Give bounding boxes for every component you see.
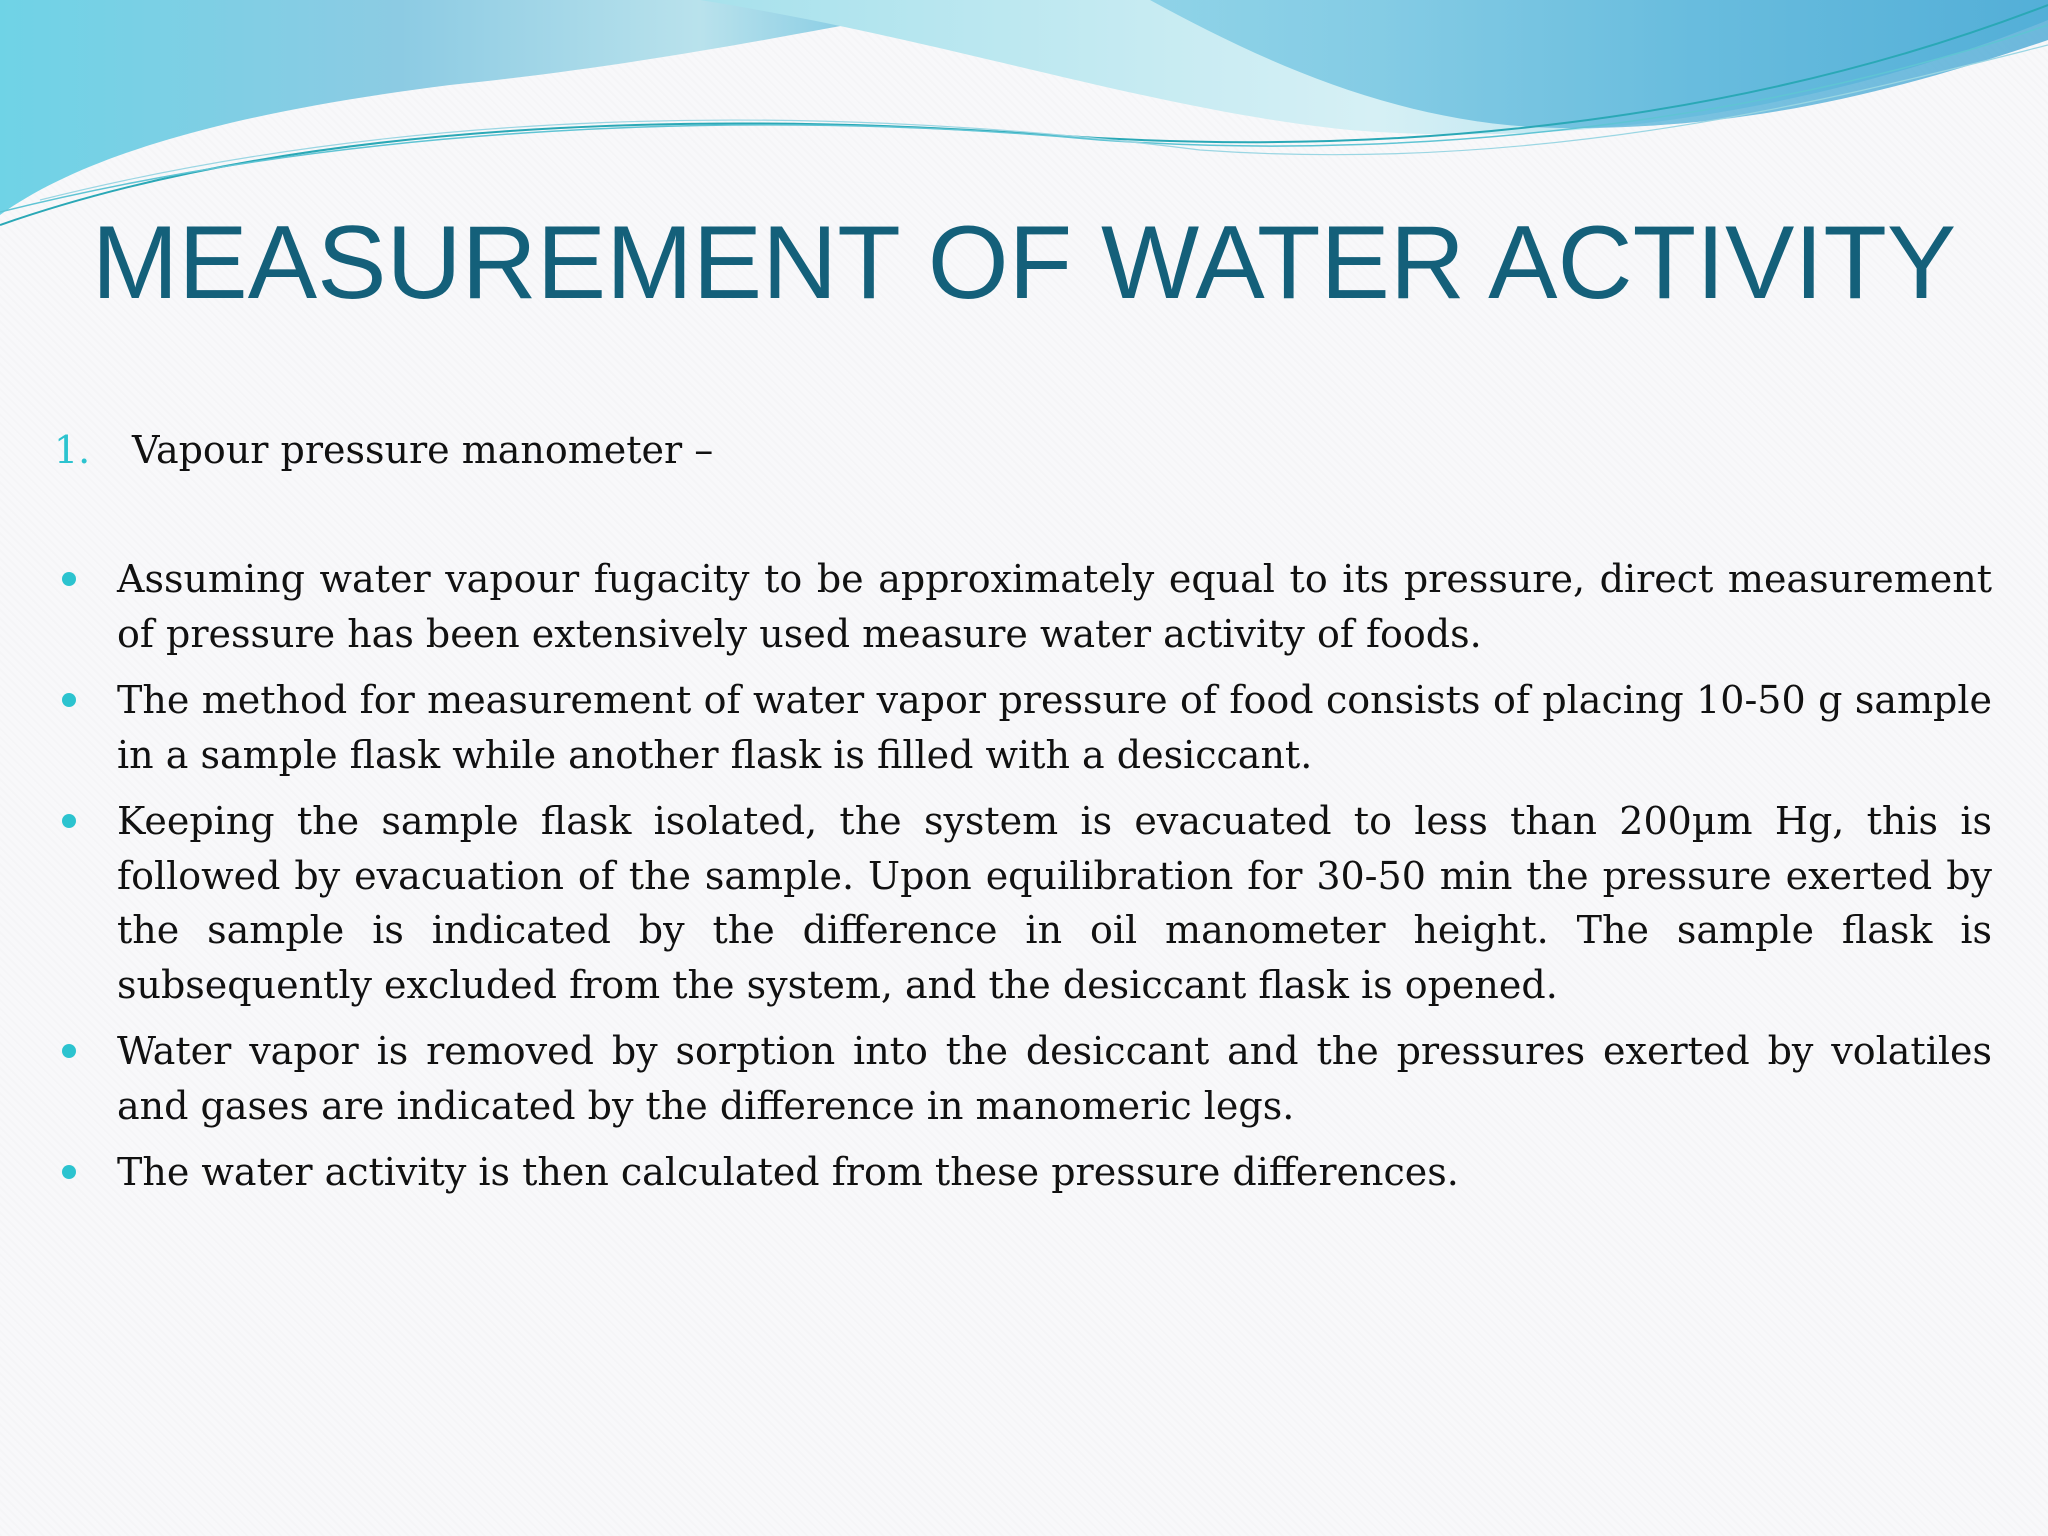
bullet-dot-icon bbox=[62, 572, 76, 586]
numbered-item bbox=[54, 422, 713, 478]
numbered-item-text: Vapour pressure manometer – bbox=[132, 428, 714, 472]
bullet-item bbox=[62, 1024, 1992, 1133]
bullet-dot-icon bbox=[62, 814, 76, 828]
bullet-text: Assuming water vapour fugacity to be approximately equal to its pressure, direct measurement of pressure has been extensively used measure water activity of foods. bbox=[117, 557, 1992, 656]
slide-title: MEASUREMENT OF WATER ACTIVITY bbox=[91, 205, 1957, 321]
bullet-text: Water vapor is removed by sorption into the desiccant and the pressures exerted by volatiles and gases are indicated by the difference in manomeric legs. bbox=[117, 1029, 1992, 1128]
bullet-item bbox=[62, 794, 1992, 1012]
bullet-dot-icon bbox=[62, 693, 76, 707]
bullet-dot-icon bbox=[62, 1165, 76, 1179]
bullet-text: The method for measurement of water vapor pressure of food consists of placing 10-50 g sample in a sample flask while another flask is filled with a desiccant. bbox=[117, 678, 1992, 777]
bullet-list bbox=[62, 552, 1992, 1212]
bullet-dot-icon bbox=[62, 1044, 76, 1058]
bullet-text: The water activity is then calculated from these pressure differences. bbox=[117, 1150, 1459, 1194]
bullet-item bbox=[62, 673, 1992, 782]
bullet-item bbox=[62, 552, 1992, 661]
bullet-text: Keeping the sample flask isolated, the system is evacuated to less than 200µm Hg, this is followed by evacuation of the sample. Upon equilibration for 30-50 min the pressure exerted by the sample is indicated by the difference in oil manometer height. The sample flask is subsequently excluded from the system, and the desiccant flask is opened. bbox=[117, 799, 1992, 1007]
bullet-item bbox=[62, 1145, 1992, 1200]
list-number: 1. bbox=[54, 428, 91, 472]
